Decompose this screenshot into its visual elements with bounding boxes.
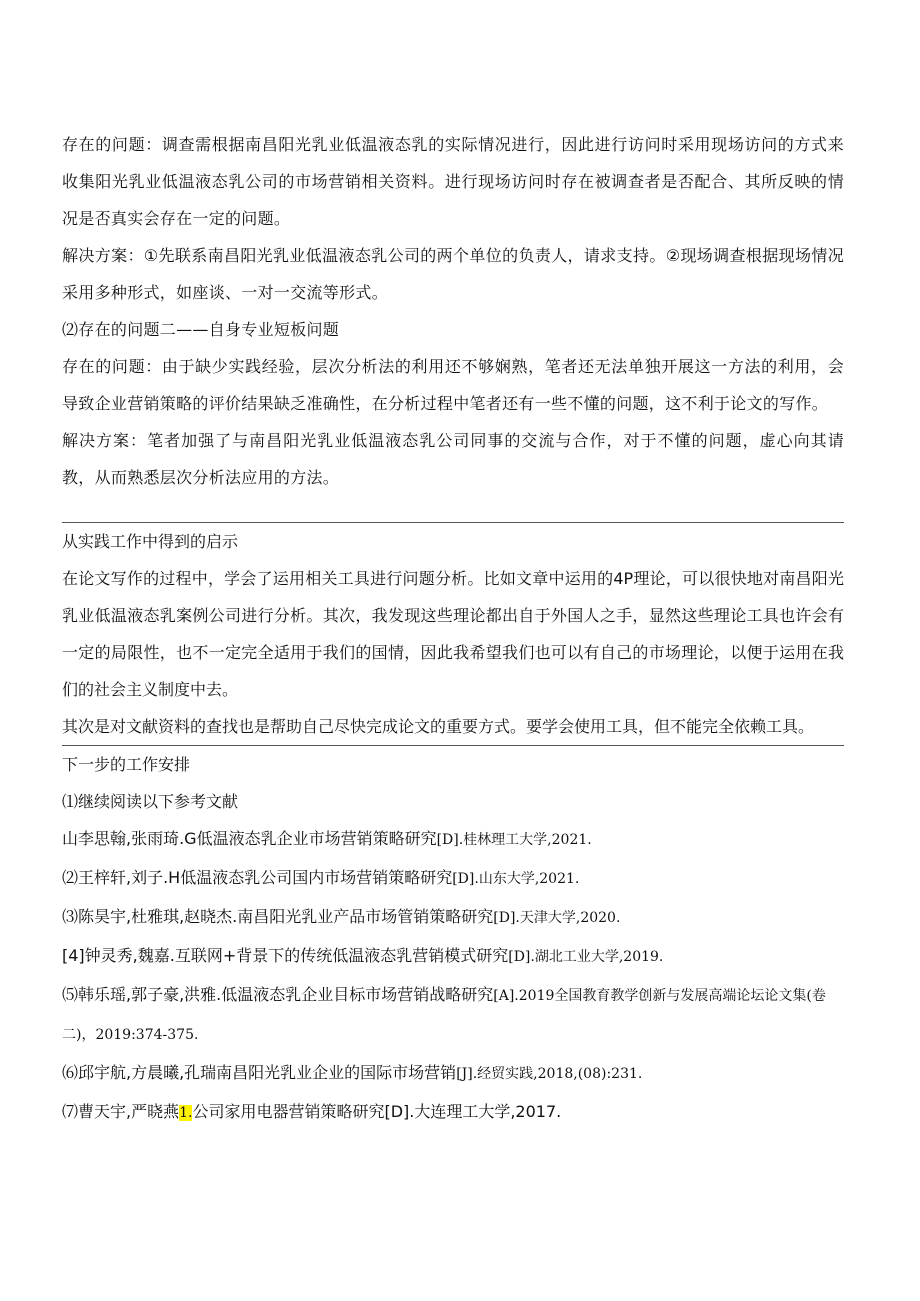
- problem2-heading: ⑵存在的问题二——自身专业短板问题: [62, 320, 340, 339]
- reference-item: [4]钟灵秀,魏嘉.互联网+背景下的传统低温液态乳营销模式研究[D].湖北工业大学,2019.: [62, 946, 664, 965]
- solution1-paragraph: 解决方案：①先联系南昌阳光乳业低温液态乳公司的两个单位的负责人，请求支持。②现场调查根据现场情况采用多种形式，如座谈、一对一交流等形式。: [62, 246, 844, 302]
- problem2-paragraph: 存在的问题：由于缺少实践经验，层次分析法的利用还不够娴熟，笔者还无法单独开展这一方法的利用，会导致企业营销策略的评价结果缺乏准确性，在分析过程中笔者还有一些不懂的问题，这不利于论文的写作。: [62, 357, 844, 413]
- problems-section: [62, 126, 844, 496]
- reference-item: ⑹邱宇航,方晨曦,孔瑞南昌阳光乳业企业的国际市场营销[J].经贸实践,2018,(08):231.: [62, 1063, 643, 1082]
- reference-item: ⑸韩乐瑶,郭子豪,洪雅.低温液态乳企业目标市场营销战略研究[A].2019全国教育教学创新与发展高端论坛论文集(卷二)，2019:374-375.: [62, 985, 826, 1043]
- reference-item: 山李思翰,张雨琦.G低温液态乳企业市场营销策略研究[D].桂林理工大学,2021.: [62, 829, 592, 848]
- next-steps-section: [62, 746, 844, 1132]
- reference-item: ⑶陈昊宇,杜雅琪,赵晓杰.南昌阳光乳业产品市场管销策略研究[D].天津大学,2020.: [62, 907, 621, 926]
- highlighted-text: 1.: [179, 1105, 193, 1121]
- document-page: [62, 126, 844, 1132]
- spacer: [62, 496, 844, 522]
- solution2-paragraph: 解决方案：笔者加强了与南昌阳光乳业低温液态乳公司同事的交流与合作，对于不懂的问题，虚心向其请教，从而熟悉层次分析法应用的方法。: [62, 431, 844, 487]
- reference-item: ⑵王梓轩,刘子.H低温液态乳公司国内市场营销策略研究[D].山东大学,2021.: [62, 868, 580, 887]
- problem1-paragraph: 存在的问题：调查需根据南昌阳光乳业低温液态乳的实际情况进行，因此进行访问时采用现场访问的方式来收集阳光乳业低温液态乳公司的市场营销相关资料。进行现场访问时存在被调查者是否配合、其所反映的情况是否真实会存在一定的问题。: [62, 135, 844, 228]
- insights-paragraph-1: 在论文写作的过程中，学会了运用相关工具进行问题分析。比如文章中运用的4P理论，可以很快地对南昌阳光乳业低温液态乳案例公司进行分析。其次，我发现这些理论都出自于外国人之手，显然这些理论工具也许会有一定的局限性，也不一定完全适用于我们的国情，因此我希望我们也可以有自己的市场理论，以便于运用在我们的社会主义制度中去。: [62, 569, 844, 699]
- reading-list-heading: ⑴继续阅读以下参考文献: [62, 792, 239, 811]
- insights-paragraph-2: 其次是对文献资料的查找也是帮助自己尽快完成论文的重要方式。要学会使用工具，但不能完全依赖工具。: [62, 717, 815, 736]
- next-steps-heading: 下一步的工作安排: [62, 755, 191, 774]
- reference-item-last: ⑺曹天宇,严晓燕1.公司家用电器营销策略研究[D].大连理工大学,2017.: [62, 1102, 562, 1121]
- insights-heading: 从实践工作中得到的启示: [62, 532, 239, 551]
- insights-section: [62, 523, 844, 745]
